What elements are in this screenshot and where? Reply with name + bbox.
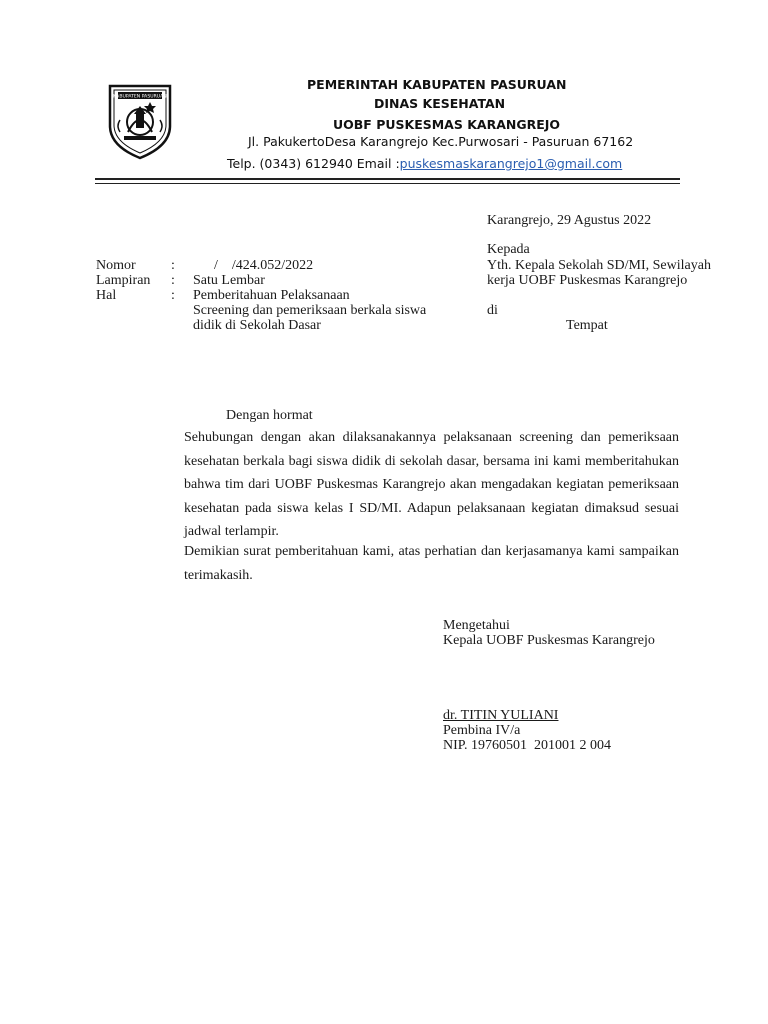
body-paragraph-2: Demikian surat pemberitahuan kami, atas perhatian dan kerjasamanya kami sampaikan terimakasih. — [184, 544, 679, 583]
hal-value-line1: Pemberitahuan Pelaksanaan — [193, 288, 350, 303]
letterhead-divider-thick — [95, 178, 680, 180]
hal-value-line2: Screening dan pemeriksaan berkala siswa — [193, 303, 427, 318]
letter-date: Karangrejo, 29 Agustus 2022 — [487, 213, 652, 228]
signature-name: dr. TITIN YULIANI — [443, 708, 559, 723]
signature-mengetahui: Mengetahui — [443, 618, 510, 633]
regency-emblem-logo — [104, 80, 176, 162]
nomor-value: / /424.052/2022 — [214, 258, 314, 273]
greeting: Dengan hormat — [226, 408, 313, 423]
letterhead-government: PEMERINTAH KABUPATEN PASURUAN — [307, 77, 567, 92]
lampiran-label: Lampiran — [96, 273, 151, 288]
letterhead-address: Jl. PakukertoDesa Karangrejo Kec.Purwosari - Pasuruan 67162 — [248, 134, 634, 149]
hal-label: Hal — [96, 288, 117, 303]
lampiran-colon: : — [171, 273, 175, 288]
hal-colon: : — [171, 288, 175, 303]
recipient-tempat: Tempat — [566, 318, 608, 333]
signature-title: Kepala UOBF Puskesmas Karangrejo — [443, 633, 655, 648]
recipient-line1: Yth. Kepala Sekolah SD/MI, Sewilayah — [487, 258, 711, 273]
letterhead-department: DINAS KESEHATAN — [374, 96, 506, 111]
email-link[interactable]: puskesmaskarangrejo1@gmail.com — [399, 156, 623, 171]
body-paragraph-1: Sehubungan dengan akan dilaksanakannya pelaksanaan screening dan pemeriksaan kesehatan berkala bagi siswa didik di sekolah dasar, bersama ini kami memberitahukan bahwa tim dari UOBF Puskesmas Karangrejo akan mengadakan kegiatan pemeriksaan kesehatan pada siswa kelas I SD/MI. Adapun pelaksanaan kegiatan dimaksud sesuai jadwal terlampir. — [184, 430, 679, 539]
signature-nip: NIP. 19760501 201001 2 004 — [443, 738, 612, 753]
letterhead-divider-thin — [95, 183, 680, 184]
signature-rank: Pembina IV/a — [443, 723, 521, 738]
recipient-di: di — [487, 303, 498, 318]
lampiran-value: Satu Lembar — [193, 273, 265, 288]
logo-text: KABUPATEN PASURUAN — [113, 94, 167, 100]
nomor-label: Nomor — [96, 258, 136, 273]
hal-value-line3: didik di Sekolah Dasar — [193, 318, 321, 333]
nomor-colon: : — [171, 258, 175, 273]
phone-text: Telp. (0343) 612940 Email : — [227, 156, 400, 171]
recipient-line2: kerja UOBF Puskesmas Karangrejo — [487, 273, 688, 288]
recipient-kepada: Kepada — [487, 242, 530, 257]
letterhead-contact — [227, 156, 622, 171]
letterhead-institution: UOBF PUSKESMAS KARANGREJO — [333, 117, 561, 132]
